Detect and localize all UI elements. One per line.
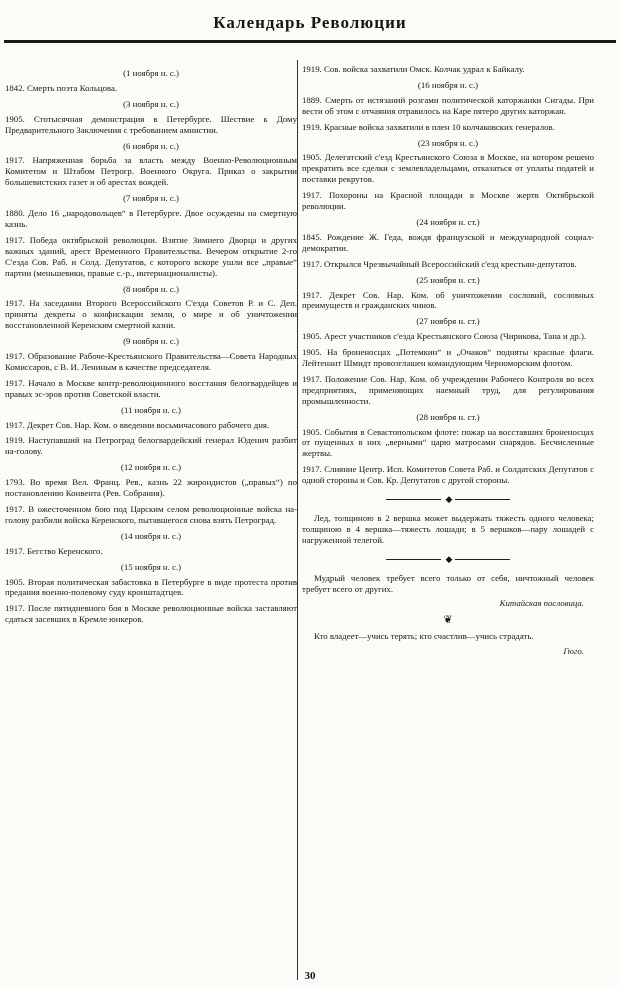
calendar-entry: 1917. Декрет Сов. Нар. Ком. об уничтожении сословий, сословных преимуществ и гражданских чинов. bbox=[302, 289, 594, 311]
quote-attribution: Китайская пословица. bbox=[499, 598, 584, 609]
page-number: 30 bbox=[304, 970, 316, 982]
date-heading: (16 ноября н. с.) bbox=[417, 79, 479, 90]
calendar-entry: 1917. Бегство Керенского. bbox=[5, 545, 103, 556]
calendar-entry: 1917. Начало в Москве контр-революционного восстания белогвардейцев и правых эс-эров против Советской власти. bbox=[5, 377, 297, 399]
calendar-entry: 1919. Красные войска захватили в плен 10 колчаковских генералов. bbox=[302, 121, 555, 132]
date-heading: (23 ноября н. с.) bbox=[417, 137, 479, 148]
calendar-entry: 1905. События в Севастопольском флоте: пожар на восставших броненосцах от пущенных в них „верными“ царю матросами снарядов. Бесчисленные жертвы. bbox=[302, 426, 594, 459]
ornament-diamond-icon: ◆ bbox=[445, 494, 451, 505]
quote-chinese-proverb: Мудрый человек требует всего только от себя, ничтожный человек требует всего от других. bbox=[302, 572, 594, 594]
ornament-line-left bbox=[386, 499, 441, 500]
date-heading: (27 ноября н. ст.) bbox=[416, 316, 480, 327]
calendar-entry: 1905. Стотысячная демонстрация в Петербурге. Шествие к Дому Предварительного Заключения с требованием амнистии. bbox=[5, 113, 297, 135]
ornament-divider-2 bbox=[302, 554, 594, 566]
calendar-entry: 1905. На броненосцах „Потемкин“ и „Очаков“ подняты красные флаги. Лейтенант Шмидт провозглашен командующим Черноморским флотом. bbox=[302, 347, 594, 369]
calendar-entry: 1917. Слияние Центр. Исп. Комитетов Совета Раб. и Солдатских Депутатов с одной стороны и Сов. Кр. Депутатов с другой стороны. bbox=[302, 464, 594, 486]
date-heading: (12 ноября н. с.) bbox=[120, 462, 182, 473]
date-heading: (9 ноября н. с.) bbox=[123, 336, 179, 347]
header-rule bbox=[4, 40, 616, 43]
calendar-entry: 1917. После пятидневного боя в Москве революционные войска заставляют сдаться засевших в Кремле юнкеров. bbox=[5, 603, 297, 625]
date-heading: (7 ноября н. с.) bbox=[123, 193, 179, 204]
calendar-entry: 1905. Делегатский с'езд Крестьянского Союза в Москве, на котором решено прекратить все сделки с землевладельцами, отказаться от уплаты податей и поставки рекрутов. bbox=[302, 152, 594, 185]
calendar-entry: 1845. Рождение Ж. Геда, вождя французской и международной социал-демократии. bbox=[302, 231, 594, 253]
date-heading: (1 ноября н. с.) bbox=[123, 68, 179, 78]
quote-hugo: Кто владеет—учись терять; кто счастлив—учись страдать. bbox=[314, 631, 534, 642]
date-heading: (3 ноября н. с.) bbox=[123, 98, 179, 109]
calendar-entry: 1917. Победа октябрьской революции. Взятие Зимнего Дворца и других важных зданий, арест Временного Правительства. Вечером открытие 2-го С'езда Сов. Раб. и Солд. Депутатов, с которого вскоре ушли все „правые“ партии (меньшевики, правые с.-р., интернационалисты). bbox=[5, 234, 297, 278]
left-column bbox=[5, 64, 297, 630]
date-heading: (24 ноября н. ст.) bbox=[416, 216, 480, 227]
calendar-entry: 1917. Положение Сов. Нар. Ком. об учреждении Рабочего Контроля во всех предприятиях, применяющих наемный труд, для регулирования промышленности. bbox=[302, 373, 594, 406]
calendar-entry: 1842. Смерть поэта Кольцова. bbox=[5, 82, 118, 93]
calendar-entry: 1880. Дело 16 „народовольцев“ в Петербурге. Двое осуждены на смертную казнь. bbox=[5, 208, 297, 229]
ornament-diamond-icon: ◆ bbox=[445, 553, 451, 564]
calendar-entry: 1917. Образование Рабоче-Крестьянского Правительства—Совета Народных Комиссаров, с В. И. Лениным в качестве председателя. bbox=[5, 351, 297, 372]
right-column-calendar bbox=[302, 64, 594, 486]
quote-attribution-hugo: Гюго. bbox=[563, 646, 584, 657]
page-title: Календарь Революции bbox=[213, 13, 407, 32]
date-heading: (11 ноября н. с.) bbox=[121, 404, 181, 415]
calendar-entry: 1917. Напряженная борьба за власть между Военно-Революционным Комитетом и Штабом Петрогр. Военного Округа. Приказ о закрытии большевистских газет и об арестах вождей. bbox=[5, 155, 297, 188]
calendar-entry: 1917. В ожесточенном бою под Царским селом революционные войска на-голову разбили войска Керенского, пытавшегося снова взять Петроград. bbox=[5, 504, 297, 525]
sprig-ornament-icon: ❦ bbox=[443, 614, 453, 627]
ornament-line-left bbox=[386, 559, 441, 560]
right-column bbox=[302, 64, 594, 663]
date-heading: (14 ноября н. с.) bbox=[120, 530, 182, 541]
calendar-entry: 1793. Во время Вел. Франц. Рев., казнь 22 жирондистов („правых“) по постановлению Конвента (Рев. Собрания). bbox=[5, 477, 297, 499]
calendar-entry: 1905. Вторая политическая забастовка в Петербурге в виде протеста против предания военно-полевому суду кронштадтцев. bbox=[5, 576, 297, 598]
ornament-line-right bbox=[455, 499, 510, 500]
calendar-entry: 1919. Наступавший на Петроград белогвардейский генерал Юденич разбит на-голову. bbox=[5, 435, 297, 457]
date-heading: (28 ноября н. ст.) bbox=[416, 411, 480, 422]
calendar-entry: 1917. Похороны на Красной площади в Москве жертв Октябрьской революции. bbox=[302, 190, 594, 212]
column-divider bbox=[297, 60, 298, 980]
calendar-entry: 1889. Смерть от истязаний розгами политической каторжанки Сигады. При вести об этом с отчаяния отравилось на Каре пятеро других каторжан. bbox=[302, 94, 594, 116]
calendar-entry: 1917. Открылся Чрезвычайный Всероссийский с'езд крестьян-депутатов. bbox=[302, 258, 577, 269]
date-heading: (25 ноября н. ст.) bbox=[416, 274, 480, 285]
date-heading: (15 ноября н. с.) bbox=[120, 561, 182, 572]
calendar-entry: 1905. Арест участников с'езда Крестьянского Союза (Чирикова, Тана и др.). bbox=[302, 331, 587, 342]
calendar-entry: 1919. Сов. войска захватили Омск. Колчак удрал к Байкалу. bbox=[302, 64, 525, 74]
date-heading: (6 ноября н. с.) bbox=[123, 140, 179, 151]
calendar-entry: 1917. На заседании Второго Всероссийского С'езда Советов Р. и С. Деп. приняты декреты о конфискации земли, о мире и об уничтожении восстановленной Керенским смертной казни. bbox=[5, 298, 297, 331]
ornament-line-right bbox=[455, 559, 510, 560]
ice-note: Лед, толщиною в 2 вершка может выдержать тяжесть одного человека; толщиною в 4 вершка—тяжесть лошади; в 5 вершков—пару лошадей с нагруженной телегой. bbox=[302, 513, 594, 545]
date-heading: (8 ноября н. с.) bbox=[123, 283, 179, 294]
calendar-entry: 1917. Декрет Сов. Нар. Ком. о введении восьмичасового рабочего дня. bbox=[5, 419, 270, 430]
ornament-divider bbox=[302, 494, 594, 506]
